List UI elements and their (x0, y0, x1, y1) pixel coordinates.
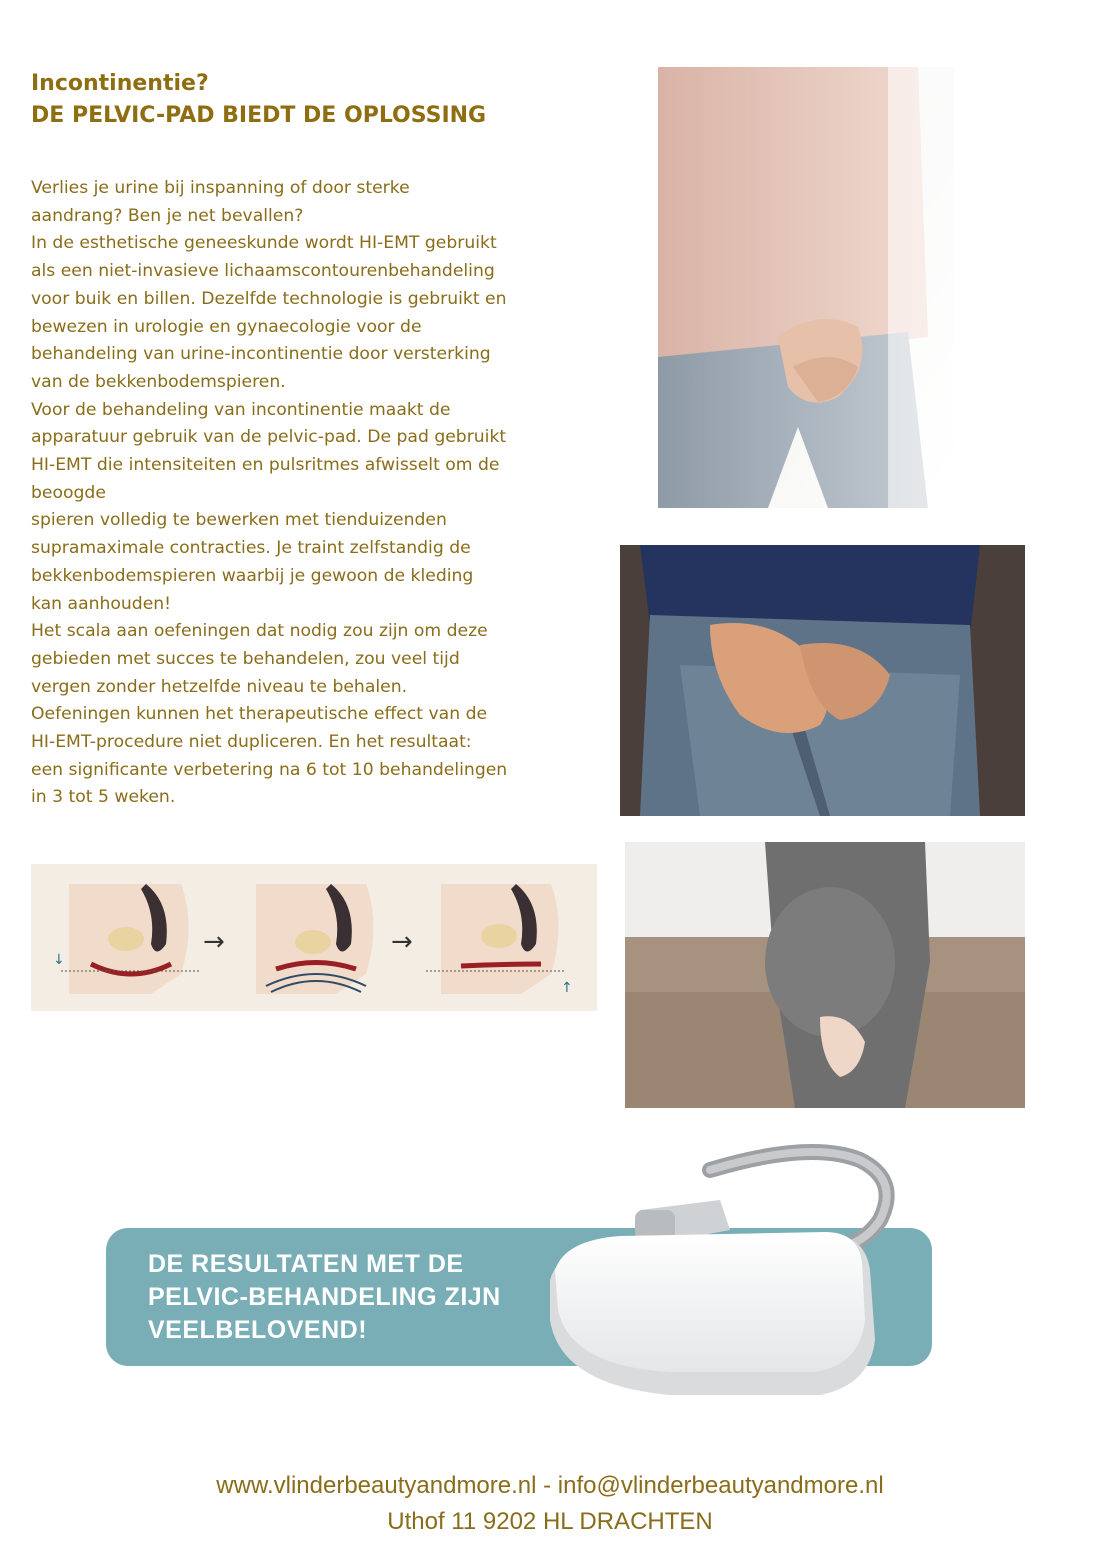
banner-line-3: VEELBELOVEND! (148, 1316, 368, 1344)
diagram-panel-2 (256, 884, 374, 994)
body-line: bewezen in urologie en gynaecologie voor de (31, 316, 422, 337)
body-line: spieren volledig te bewerken met tienduizenden (31, 510, 447, 531)
svg-text:→: → (391, 927, 413, 957)
body-line: van de bekkenbodemspieren. (31, 371, 286, 392)
body-line: Voor de behandeling van incontinentie maakt de (31, 399, 451, 420)
svg-text:→: → (203, 927, 225, 957)
svg-text:↓: ↓ (53, 952, 65, 968)
body-line: HI-EMT-procedure niet dupliceren. En het resultaat: (31, 732, 472, 753)
body-line: beoogde (31, 482, 106, 503)
body-line: in 3 tot 5 weken. (31, 787, 176, 808)
body-line: kan aanhouden! (31, 593, 172, 614)
heading-line-1: Incontinentie? (31, 71, 209, 96)
body-line: Verlies je urine bij inspanning of door sterke (31, 178, 410, 198)
body-paragraph (31, 175, 561, 812)
banner-line-2: PELVIC-BEHANDELING ZIJN (148, 1283, 501, 1311)
body-line: Oefeningen kunnen het therapeutische effect van de (31, 704, 488, 725)
body-line: een significante verbetering na 6 tot 10 behandelingen (31, 759, 508, 780)
results-banner (100, 1140, 940, 1410)
body-line: vergen zonder hetzelfde niveau te behalen. (31, 676, 408, 697)
body-line: apparatuur gebruik van de pelvic-pad. De pad gebruikt (31, 427, 507, 448)
body-line: bekkenbodemspieren waarbij je gewoon de kleding (31, 565, 474, 586)
body-line: HI-EMT die intensiteiten en pulsritmes afwisselt om de (31, 455, 500, 476)
photo-pregnant-woman (625, 842, 1025, 1108)
footer-address: Uthof 11 9202 HL DRACHTEN (387, 1508, 713, 1535)
pelvic-pad-device-image (520, 1140, 940, 1410)
pelvic-floor-diagram (31, 864, 597, 1011)
banner-line-1: DE RESULTATEN MET DE (148, 1250, 464, 1278)
svg-text:↑: ↑ (561, 980, 573, 996)
photo-woman-holding-pelvis (658, 67, 954, 508)
photo-man-holding-crotch (620, 545, 1025, 816)
body-line: supramaximale contracties. Je traint zelfstandig de (31, 538, 471, 559)
body-line: In de esthetische geneeskunde wordt HI-EMT gebruikt (31, 233, 497, 254)
page-heading (31, 68, 591, 132)
body-line: aandrang? Ben je net bevallen? (31, 205, 304, 226)
body-line: voor buik en billen. Dezelfde technologie is gebruikt en (31, 288, 507, 309)
heading-line-2: DE PELVIC-PAD BIEDT DE OPLOSSING (31, 103, 487, 128)
body-line: als een niet-invasieve lichaamscontourenbehandeling (31, 261, 495, 282)
body-line: behandeling van urine-incontinentie door versterking (31, 344, 491, 365)
body-line: Het scala aan oefeningen dat nodig zou zijn om deze (31, 621, 488, 642)
footer-contact: www.vlinderbeautyandmore.nl - info@vlinderbeautyandmore.nl (216, 1472, 884, 1499)
banner-text (148, 1248, 568, 1347)
body-line: gebieden met succes te behandelen, zou veel tijd (31, 648, 460, 669)
